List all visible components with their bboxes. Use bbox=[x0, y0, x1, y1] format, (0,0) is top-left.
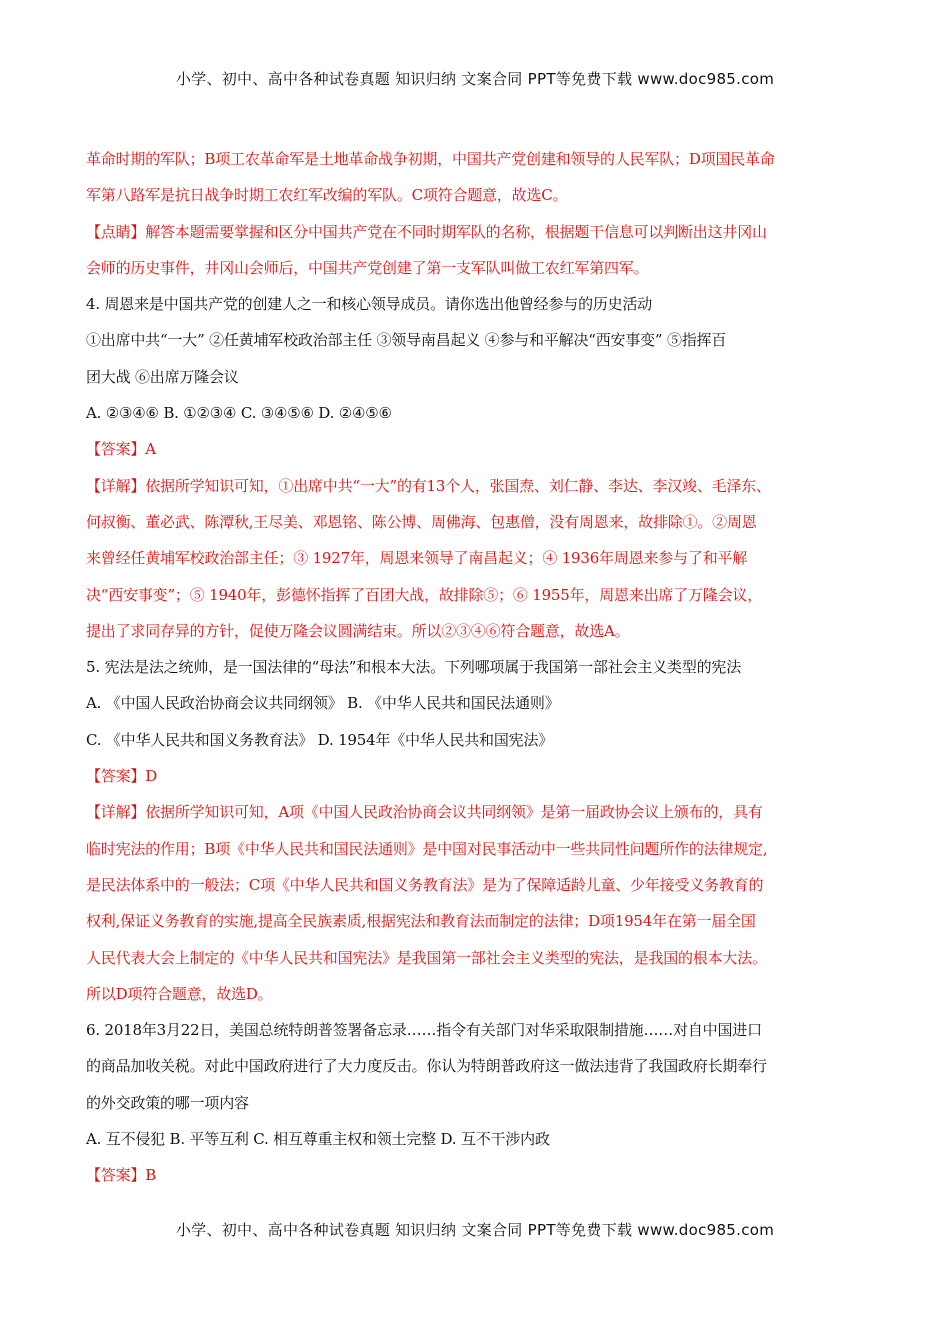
text-line: 何叔衡、董必武、陈潭秋,王尽美、邓恩铭、陈公博、周佛海、包惠僧，没有周恩来，故排除①。②周恩 bbox=[86, 512, 757, 531]
text-line: 团大战 ⑥出席万隆会议 bbox=[86, 367, 239, 386]
text-line: 军第八路军是抗日战争时期工农红军改编的军队。C项符合题意，故选C。 bbox=[86, 186, 568, 205]
text-line: 革命时期的军队；B项工农革命军是土地革命战争初期，中国共产党创建和领导的人民军队；D项国民革命 bbox=[86, 150, 775, 168]
text-line: 提出了求同存异的方针，促使万隆会议圆满结束。所以②③④⑥符合题意，故选A。 bbox=[86, 621, 630, 640]
text-line: 权利,保证义务教育的实施,提高全民族素质,根据宪法和教育法而制定的法律；D项1954年在第一届全国 bbox=[86, 912, 756, 931]
page-footer: 小学、初中、高中各种试卷真题 知识归纳 文案合同 PPT等免费下载 www.doc985.com bbox=[175, 1221, 775, 1239]
text-line: C. 《中华人民共和国义务教育法》 D. 1954年《中华人民共和国宪法》 bbox=[86, 730, 554, 749]
text-line: 5. 宪法是法之统帅，是一国法律的“母法”和根本大法。下列哪项属于我国第一部社会主义类型的宪法 bbox=[86, 658, 742, 677]
text-line: 所以D项符合题意，故选D。 bbox=[86, 984, 273, 1003]
text-line: A. 互不侵犯 B. 平等互利 C. 相互尊重主权和领土完整 D. 互不干涉内政 bbox=[86, 1130, 550, 1149]
text-line: 6. 2018年3月22日，美国总统特朗普签署备忘录……指令有关部门对华采取限制措施……对自中国进口 bbox=[86, 1021, 762, 1040]
text-line: 的外交政策的哪一项内容 bbox=[86, 1093, 249, 1112]
text-line: 【答案】A bbox=[86, 440, 156, 459]
text-line: 4. 周恩来是中国共产党的创建人之一和核心领导成员。请你选出他曾经参与的历史活动 bbox=[86, 295, 653, 314]
text-line: 【答案】D bbox=[86, 767, 158, 786]
text-line: 临时宪法的作用；B项《中华人民共和国民法通则》是中国对民事活动中一些共同性问题所作的法律规定, bbox=[86, 839, 768, 858]
text-line: A. 《中国人民政治协商会议共同纲领》 B. 《中华人民共和国民法通则》 bbox=[86, 694, 560, 713]
text-line: ①出席中共“一大” ②任黄埔军校政治部主任 ③领导南昌起义 ④参与和平解决“西安事变” ⑤指挥百 bbox=[86, 331, 727, 350]
page-header: 小学、初中、高中各种试卷真题 知识归纳 文案合同 PPT等免费下载 www.doc985.com bbox=[175, 70, 775, 88]
text-line: 【答案】B bbox=[86, 1166, 157, 1185]
text-line: 来曾经任黄埔军校政治部主任；③ 1927年，周恩来领导了南昌起义；④ 1936年周恩来参与了和平解 bbox=[86, 549, 748, 568]
document-body bbox=[86, 141, 876, 1194]
text-line: 的商品加收关税。对此中国政府进行了大力度反击。你认为特朗普政府这一做法违背了我国政府长期奉行 bbox=[86, 1057, 767, 1076]
text-line: 【详解】依据所学知识可知，A项《中国人民政治协商会议共同纲领》是第一届政协会议上颁布的，具有 bbox=[86, 803, 763, 822]
text-line: 人民代表大会上制定的《中华人民共和国宪法》是我国第一部社会主义类型的宪法，是我国的根本大法。 bbox=[86, 948, 767, 967]
text-line: 【点睛】解答本题需要掌握和区分中国共产党在不同时期军队的名称，根据题干信息可以判断出这井冈山 bbox=[86, 222, 767, 241]
text-line: A. ②③④⑥ B. ①②③④ C. ③④⑤⑥ D. ②④⑤⑥ bbox=[86, 404, 392, 423]
text-line: 会师的历史事件，井冈山会师后，中国共产党创建了第一支军队叫做工农红军第四军。 bbox=[86, 258, 649, 277]
text-line: 决“西安事变”；⑤ 1940年，彭德怀指挥了百团大战，故排除⑤；⑥ 1955年，周恩来出席了万隆会议， bbox=[86, 585, 763, 604]
text-line: 是民法体系中的一般法；C项《中华人民共和国义务教育法》是为了保障适龄儿童、少年接受义务教育的 bbox=[86, 875, 764, 894]
text-line: 【详解】依据所学知识可知，①出席中共“一大”的有13个人，张国焘、刘仁静、李达、李汉竣、毛泽东、 bbox=[86, 476, 771, 495]
